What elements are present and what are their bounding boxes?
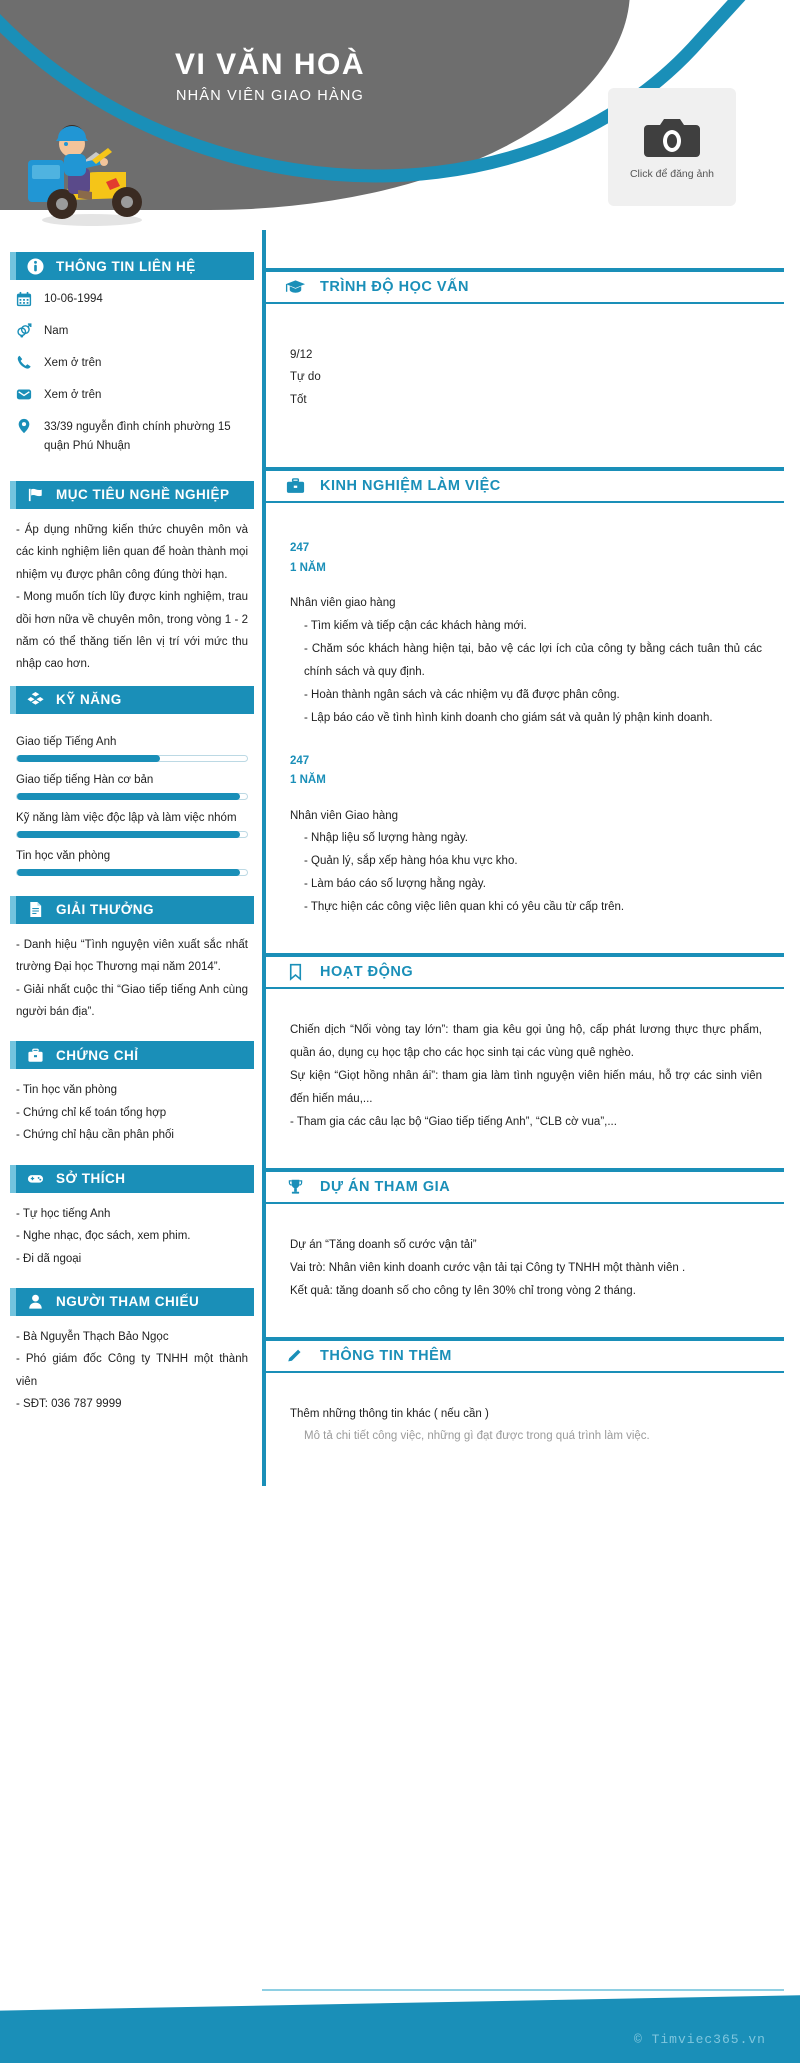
project-line: Kết quả: tăng doanh số cho công ty lên 30% chỉ trong vòng 2 tháng. [290, 1284, 636, 1297]
references-list [0, 1316, 262, 1424]
skill-progress-bar [16, 793, 248, 800]
section-title-education: TRÌNH ĐỘ HỌC VẤN [320, 279, 469, 295]
camera-icon [644, 115, 700, 159]
section-header-references [10, 1288, 254, 1316]
section-title-awards: GIẢI THƯỞNG [56, 902, 154, 918]
experience-bullet: - Lập báo cáo về tình hình kinh doanh cho giám sát và quản lý phận kinh doanh. [304, 711, 713, 724]
delivery-scooter-illustration [22, 108, 157, 230]
skill-item [16, 736, 248, 762]
photo-upload-box[interactable] [608, 88, 736, 206]
section-rail [262, 1168, 266, 1336]
section-title-additional: THÔNG TIN THÊM [320, 1347, 452, 1364]
section-header-activities [266, 953, 784, 989]
experience-role: Nhân viên giao hàng [290, 597, 396, 610]
hobby-item: - Nghe nhạc, đọc sách, xem phim. [16, 1230, 191, 1243]
footer-copyright: © Timviec365.vn [633, 2032, 766, 2047]
contact-item-email [16, 386, 248, 405]
section-header-education [266, 268, 784, 304]
skill-progress-bar [16, 831, 248, 838]
section-education [262, 230, 784, 467]
cv-header [0, 0, 800, 230]
objective-paragraph: - Áp dụng những kiến thức chuyên môn và các kinh nghiệm liên quan để hoàn thành mọi nhiệm vụ được phân công đúng thời hạn. [16, 523, 248, 581]
section-experience [262, 467, 784, 953]
objective-paragraph: - Mong muốn tích lũy được kinh nghiệm, trau dồi hơn nữa về chuyên môn, trong vòng 1 - 2 năm có thể thăng tiến lên vị trí với mức thu nhập cao hơn. [16, 591, 248, 671]
section-header-additional [266, 1337, 784, 1373]
calendar-icon [16, 290, 36, 307]
skill-item [16, 850, 248, 876]
section-rail [262, 467, 266, 953]
gamepad-icon [26, 1170, 44, 1188]
certificate-item: - Tin học văn phòng [16, 1084, 118, 1097]
contact-value-gender: Nam [44, 324, 69, 337]
objective-body [0, 509, 262, 684]
project-line: Vai trò: Nhân viên kinh doanh cước vận tải tại Công ty TNHH một thành viên . [290, 1261, 686, 1274]
email-icon [16, 386, 36, 403]
bookmark-icon [284, 962, 306, 982]
contact-item-phone [16, 354, 248, 373]
hobbies-list [0, 1193, 262, 1278]
phone-icon [16, 354, 36, 371]
projects-body [266, 1204, 784, 1336]
experience-item [290, 539, 762, 730]
additional-hint: Mô tả chi tiết công việc, những gì đạt được trong quá trình làm việc. [304, 1430, 650, 1443]
experience-role: Nhân viên Giao hàng [290, 809, 399, 822]
user-icon [26, 1293, 44, 1311]
section-header-objective [10, 481, 254, 509]
blocks-icon [26, 691, 44, 709]
info-circle-icon [26, 257, 44, 275]
experience-bullet: - Hoàn thành ngân sách và các nhiệm vụ đã được phân công. [304, 688, 620, 701]
contact-value-email: Xem ở trên [44, 388, 102, 401]
section-header-awards [10, 896, 254, 924]
activity-paragraph: Sự kiện “Giọt hồng nhân ái”: tham gia làm tình nguyện viên hiến máu, hỗ trợ các sinh viên đến hiến máu,... [290, 1070, 762, 1106]
experience-bullet: - Chăm sóc khách hàng hiện tại, bảo vệ các lợi ích của công ty bằng cách tuân thủ các chính sách và quy định. [304, 642, 762, 678]
reference-item: - Phó giám đốc Công ty TNHH một thành viên [16, 1353, 248, 1388]
certificate-item: - Chứng chỉ kế toán tổng hợp [16, 1106, 167, 1119]
section-title-certificates: CHỨNG CHỈ [56, 1047, 139, 1063]
reference-item: - Bà Nguyễn Thạch Bảo Ngọc [16, 1330, 169, 1343]
name-block [60, 48, 480, 104]
education-line: Tự do [290, 371, 321, 384]
experience-company: 247 [290, 754, 310, 767]
section-title-contact: THÔNG TIN LIÊN HỆ [56, 258, 196, 274]
contact-item-gender [16, 322, 248, 341]
awards-list [0, 924, 262, 1032]
experience-item [290, 752, 762, 920]
experience-duration: 1 NĂM [290, 561, 326, 574]
section-title-activities: HOẠT ĐỘNG [320, 964, 414, 981]
section-header-experience [266, 467, 784, 503]
graduation-cap-icon [284, 277, 306, 297]
section-header-projects [266, 1168, 784, 1204]
left-column [0, 230, 262, 1424]
hobby-item: - Tự học tiếng Anh [16, 1207, 111, 1220]
section-header-contact [10, 252, 254, 280]
skill-label: Kỹ năng làm việc độc lập và làm việc nhóm [16, 811, 237, 824]
cv-footer [0, 1991, 800, 2063]
contact-list [0, 280, 262, 477]
experience-bullet: - Làm báo cáo số lượng hằng ngày. [304, 878, 486, 891]
section-title-skills: KỸ NĂNG [56, 692, 122, 708]
skill-item [16, 812, 248, 838]
briefcase-icon [26, 1046, 44, 1064]
section-rail [262, 1337, 266, 1486]
experience-bullet: - Tìm kiếm và tiếp cận các khách hàng mới. [304, 619, 527, 632]
contact-item-address [16, 418, 248, 456]
section-title-hobbies: SỞ THÍCH [56, 1171, 126, 1187]
experience-bullet: - Quản lý, sắp xếp hàng hóa khu vực kho. [304, 855, 518, 868]
additional-body [266, 1373, 784, 1486]
experience-bullet: - Thực hiện các công việc liên quan khi có yêu cầu từ cấp trên. [304, 901, 625, 914]
activities-body [266, 989, 784, 1168]
additional-heading: Thêm những thông tin khác ( nếu cần ) [290, 1407, 489, 1420]
activity-paragraph: - Tham gia các câu lạc bộ “Giao tiếp tiếng Anh”, “CLB cờ vua”,... [290, 1116, 617, 1129]
flag-icon [26, 486, 44, 504]
education-line: Tốt [290, 393, 307, 406]
section-header-skills [10, 686, 254, 714]
education-line: 9/12 [290, 349, 313, 361]
award-item: - Danh hiệu “Tình nguyện viên xuất sắc nhất trường Đại học Thương mại năm 2014”. [16, 938, 248, 974]
trophy-icon [284, 1177, 306, 1197]
skill-label: Giao tiếp Tiếng Anh [16, 735, 117, 748]
certificates-list [0, 1069, 262, 1154]
experience-company: 247 [290, 542, 310, 555]
briefcase-icon [284, 476, 306, 496]
contact-value-address: 33/39 nguyễn đình chính phường 15 quận Phú Nhuận [44, 420, 231, 452]
award-item: - Giải nhất cuộc thi “Giao tiếp tiếng Anh cùng người bán địa”. [16, 983, 248, 1019]
section-header-certificates [10, 1041, 254, 1069]
contact-item-birthdate [16, 290, 248, 309]
skill-progress-bar [16, 755, 248, 762]
section-rail [262, 230, 266, 467]
section-header-hobbies [10, 1165, 254, 1193]
section-rail [262, 953, 266, 1168]
experience-duration: 1 NĂM [290, 774, 326, 787]
section-projects [262, 1168, 784, 1336]
location-pin-icon [16, 418, 36, 435]
photo-upload-label: Click để đăng ảnh [629, 167, 715, 180]
section-additional [262, 1337, 784, 1486]
section-activities [262, 953, 784, 1168]
education-body [266, 304, 784, 467]
section-title-experience: KINH NGHIỆM LÀM VIỆC [320, 478, 501, 495]
contact-value-birthdate: 10-06-1994 [44, 293, 103, 305]
activity-paragraph: Chiến dịch “Nối vòng tay lớn”: tham gia kêu gọi ủng hộ, cấp phát lương thực thực phẩm, quần áo, dụng cụ học tập cho các học sinh tại các vùng quê nghèo. [290, 1024, 762, 1060]
contact-value-phone: Xem ở trên [44, 356, 102, 369]
section-title-objective: MỤC TIÊU NGHỀ NGHIỆP [56, 487, 230, 503]
candidate-name: VI VĂN HOÀ [174, 48, 366, 81]
candidate-job-title: NHÂN VIÊN GIAO HÀNG [176, 88, 364, 104]
section-title-references: NGƯỜI THAM CHIẾU [56, 1294, 200, 1310]
skill-label: Giao tiếp tiếng Hàn cơ bản [16, 773, 154, 786]
document-icon [26, 901, 44, 919]
experience-bullet: - Nhập liệu số lượng hàng ngày. [304, 832, 468, 845]
hobby-item: - Đi dã ngoại [16, 1252, 82, 1265]
pencil-icon [284, 1346, 306, 1366]
skill-progress-bar [16, 869, 248, 876]
gender-icon [16, 322, 36, 339]
certificate-item: - Chứng chỉ hậu cần phân phối [16, 1129, 174, 1142]
reference-item: - SĐT: 036 787 9999 [16, 1398, 122, 1411]
experience-list [266, 503, 784, 953]
project-line: Dự án “Tăng doanh số cước vận tải” [290, 1239, 477, 1252]
section-title-projects: DỰ ÁN THAM GIA [320, 1179, 451, 1196]
skills-list [0, 714, 262, 884]
skill-item [16, 774, 248, 800]
right-column [262, 230, 800, 1486]
skill-label: Tin học văn phòng [16, 849, 111, 862]
